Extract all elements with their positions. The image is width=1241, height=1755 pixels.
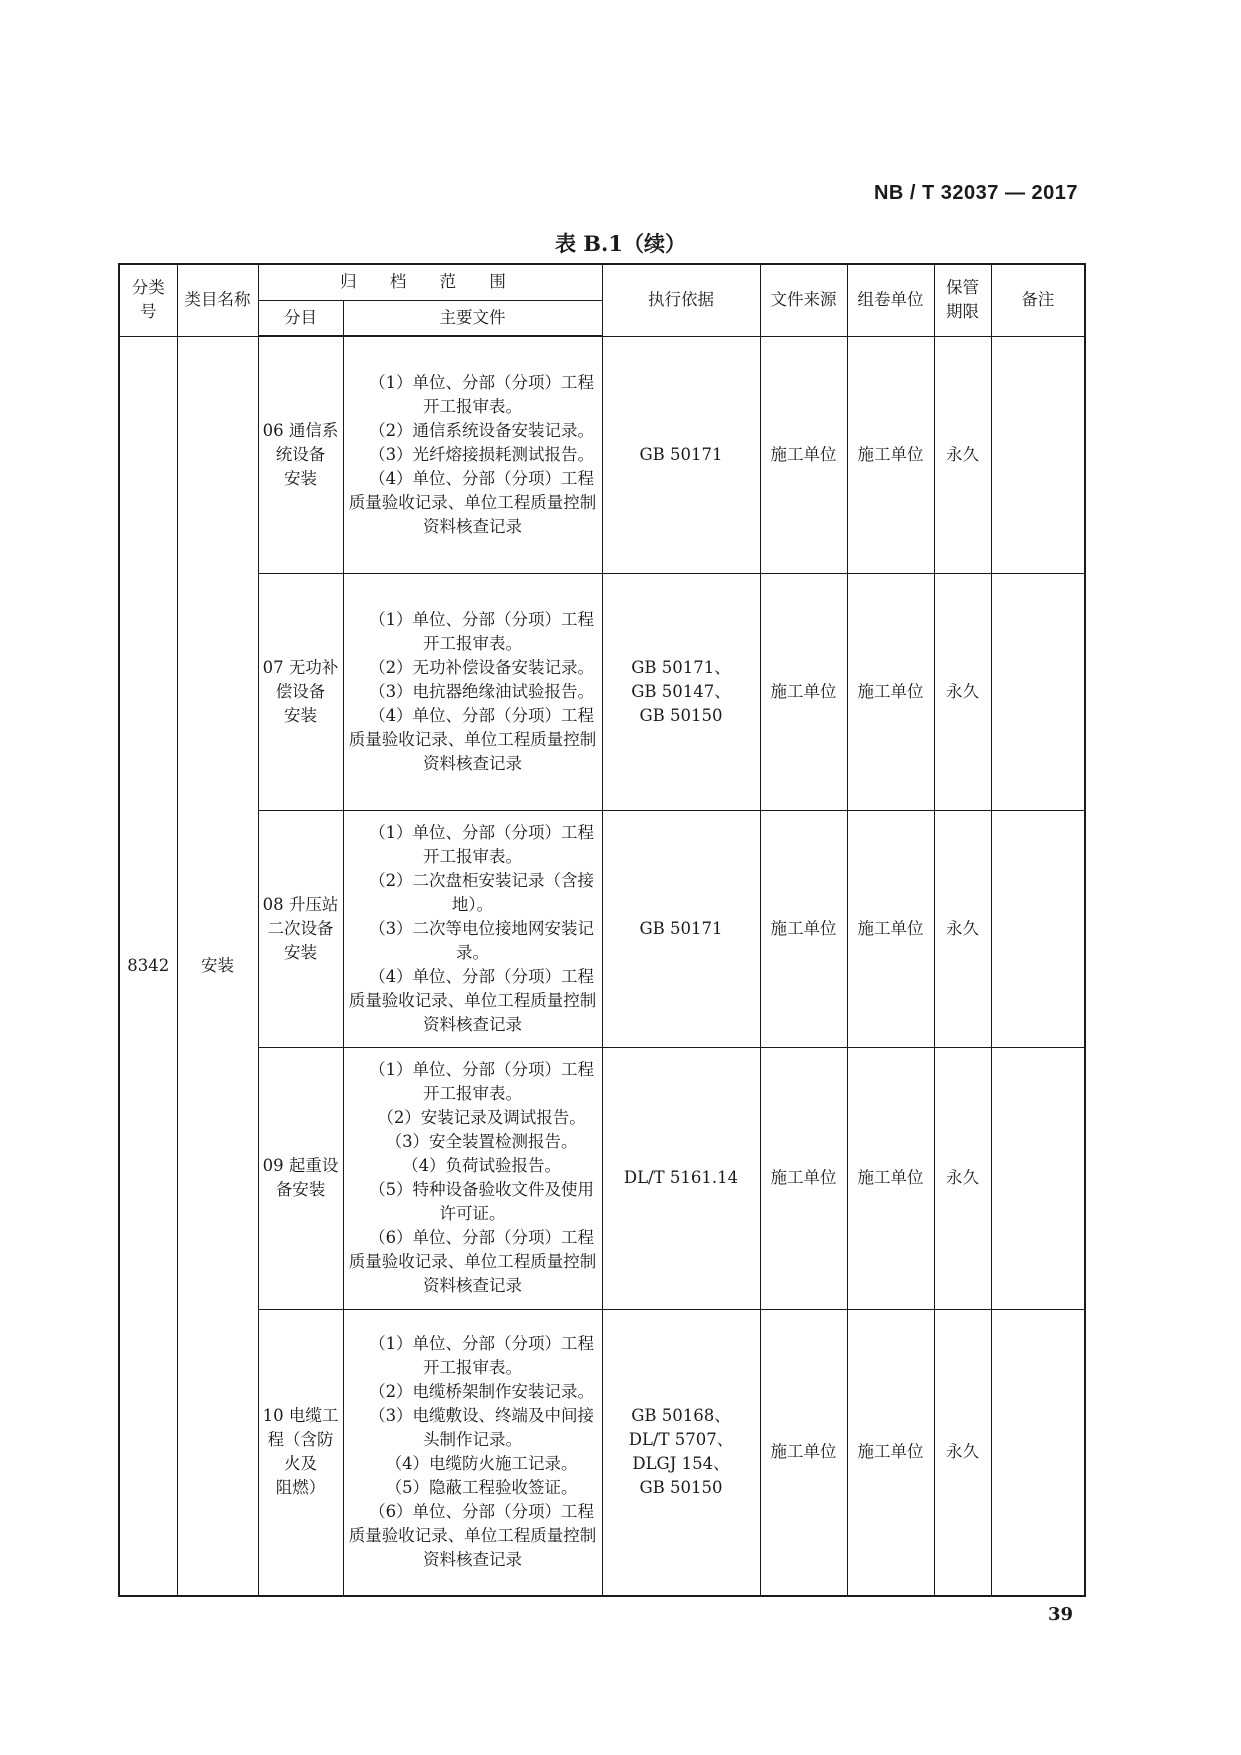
source-cell: 施工单位 <box>760 810 847 1047</box>
standard-code: NB / T 32037 — 2017 <box>873 182 1078 204</box>
document-item: （4）电缆防火施工记录。 <box>385 1454 578 1474</box>
header-volume-unit: 组卷单位 <box>847 264 934 336</box>
volume-unit-cell: 施工单位 <box>847 810 934 1047</box>
document-item: （2）通信系统设备安装记录。 <box>369 420 595 440</box>
document-item: （3）二次等电位接地网安装记录。 <box>369 918 595 962</box>
basis-cell: GB 50171 <box>602 336 760 573</box>
remarks-cell <box>991 810 1085 1047</box>
header-class-no: 分类 号 <box>119 264 177 336</box>
table-row <box>119 1047 1085 1309</box>
header-category-name: 类目名称 <box>177 264 258 336</box>
header-archive-scope: 归 档 范 围 <box>258 264 602 300</box>
document-item: （1）单位、分部（分项）工程开工报审表。 <box>369 609 595 653</box>
document-item: （1）单位、分部（分项）工程开工报审表。 <box>369 1334 595 1378</box>
subitem-cell: 08 升压站 二次设备 安装 <box>258 810 343 1047</box>
document-item: （5）特种设备验收文件及使用许可证。 <box>369 1180 595 1223</box>
retention-cell: 永久 <box>934 810 991 1047</box>
remarks-cell <box>991 1309 1085 1596</box>
document-item: （3）电抗器绝缘油试验报告。 <box>369 681 595 701</box>
remarks-cell <box>991 573 1085 810</box>
document-item: （2）无功补偿设备安装记录。 <box>369 657 595 677</box>
main-documents-cell <box>343 810 602 1047</box>
document-item: （2）电缆桥架制作安装记录。 <box>369 1382 595 1402</box>
page-number: 39 <box>1048 1604 1074 1625</box>
class-no-cell: 8342 <box>119 336 177 1596</box>
main-documents-cell <box>343 573 602 810</box>
document-item: （5）隐蔽工程验收签证。 <box>385 1478 578 1498</box>
document-item: （4）单位、分部（分项）工程质量验收记录、单位工程质量控制资料核查记录 <box>348 468 597 536</box>
main-documents-cell <box>343 1309 602 1596</box>
subitem-cell: 07 无功补 偿设备 安装 <box>258 573 343 810</box>
document-item: （3）光纤熔接损耗测试报告。 <box>369 444 595 464</box>
document-item: （1）单位、分部（分项）工程开工报审表。 <box>369 822 595 866</box>
header-remarks: 备注 <box>991 264 1085 336</box>
main-documents-cell <box>343 1047 602 1309</box>
main-documents-cell <box>343 336 602 573</box>
basis-cell: DL/T 5161.14 <box>602 1047 760 1309</box>
retention-cell: 永久 <box>934 1309 991 1596</box>
document-item: （6）单位、分部（分项）工程质量验收记录、单位工程质量控制资料核查记录 <box>348 1502 597 1570</box>
table-row <box>119 810 1085 1047</box>
retention-cell: 永久 <box>934 336 991 573</box>
archive-table <box>118 263 1086 1597</box>
document-item: （6）单位、分部（分项）工程质量验收记录、单位工程质量控制资料核查记录 <box>348 1228 597 1295</box>
archive-table-body <box>119 336 1085 1596</box>
remarks-cell <box>991 1047 1085 1309</box>
document-item: （2）安装记录及调试报告。 <box>377 1108 586 1127</box>
volume-unit-cell: 施工单位 <box>847 1047 934 1309</box>
subitem-cell: 10 电缆工 程（含防 火及 阻燃） <box>258 1309 343 1596</box>
volume-unit-cell: 施工单位 <box>847 336 934 573</box>
source-cell: 施工单位 <box>760 573 847 810</box>
header-main-documents: 主要文件 <box>343 300 602 336</box>
document-item: （2）二次盘柜安装记录（含接地）。 <box>369 870 595 914</box>
header-source: 文件来源 <box>760 264 847 336</box>
volume-unit-cell: 施工单位 <box>847 1309 934 1596</box>
basis-cell: GB 50171 <box>602 810 760 1047</box>
header-subitem: 分目 <box>258 300 343 336</box>
header-retention: 保管 期限 <box>934 264 991 336</box>
header-basis: 执行依据 <box>602 264 760 336</box>
document-item: （4）单位、分部（分项）工程质量验收记录、单位工程质量控制资料核查记录 <box>348 966 597 1034</box>
table-row <box>119 336 1085 573</box>
basis-cell: GB 50168、 DL/T 5707、 DLGJ 154、 GB 50150 <box>602 1309 760 1596</box>
retention-cell: 永久 <box>934 573 991 810</box>
document-item: （3）电缆敷设、终端及中间接头制作记录。 <box>369 1406 595 1450</box>
table-row <box>119 573 1085 810</box>
table-row <box>119 1309 1085 1596</box>
retention-cell: 永久 <box>934 1047 991 1309</box>
document-item: （3）安全装置检测报告。 <box>385 1132 578 1151</box>
source-cell: 施工单位 <box>760 336 847 573</box>
source-cell: 施工单位 <box>760 1047 847 1309</box>
table-title: 表 B.1（续） <box>555 231 686 256</box>
document-item: （4）单位、分部（分项）工程质量验收记录、单位工程质量控制资料核查记录 <box>348 705 597 773</box>
basis-cell: GB 50171、 GB 50147、 GB 50150 <box>602 573 760 810</box>
document-item: （4）负荷试验报告。 <box>402 1156 562 1175</box>
category-name-cell: 安装 <box>177 336 258 1596</box>
remarks-cell <box>991 336 1085 573</box>
subitem-cell: 06 通信系 统设备 安装 <box>258 336 343 573</box>
subitem-cell: 09 起重设 备安装 <box>258 1047 343 1309</box>
volume-unit-cell: 施工单位 <box>847 573 934 810</box>
source-cell: 施工单位 <box>760 1309 847 1596</box>
document-item: （1）单位、分部（分项）工程开工报审表。 <box>369 372 595 416</box>
document-item: （1）单位、分部（分项）工程开工报审表。 <box>369 1060 595 1103</box>
